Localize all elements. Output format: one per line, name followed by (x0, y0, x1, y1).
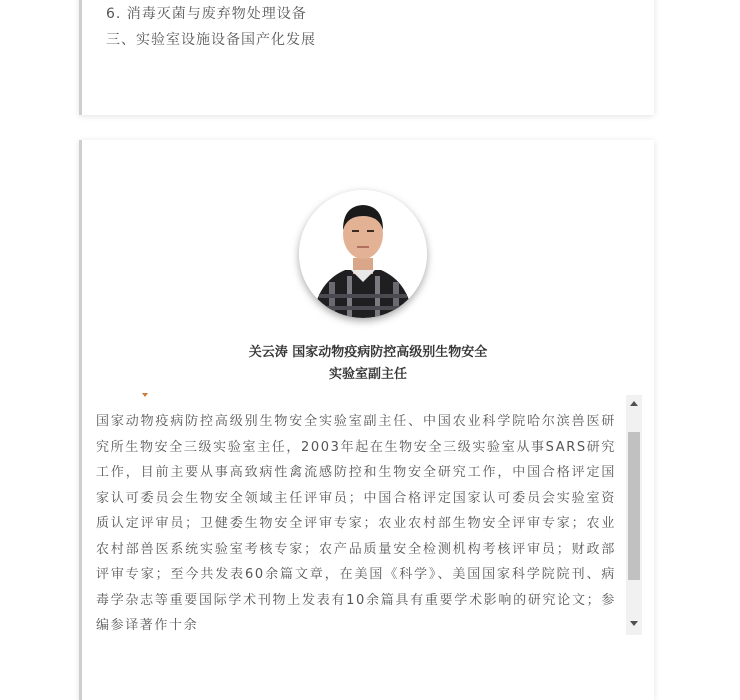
avatar (299, 190, 427, 318)
top-card (79, 0, 654, 115)
profile-name-title: 关云涛 国家动物疫病防控高级别生物安全 (248, 345, 488, 360)
scroll-up-icon[interactable] (630, 401, 638, 406)
list-item: 三、实验室设施设备国产化发展 (106, 32, 316, 48)
profile-card (79, 140, 654, 700)
list-item: 6. 消毒灭菌与废弃物处理设备 (106, 6, 307, 22)
scrollbar[interactable] (626, 395, 642, 635)
scroll-down-icon[interactable] (630, 621, 638, 626)
portrait-image (299, 190, 427, 318)
scroll-thumb[interactable] (628, 432, 640, 580)
bio-text: 国家动物疫病防控高级别生物安全实验室副主任、中国农业科学院哈尔滨兽医研究所生物安全三级实验室主任，2003年起在生物安全三级实验室从事SARS研究工作，目前主要从事高致病性禽流感防控和生物安全研究工作，中国合格评定国家认可委员会生物安全领域主任评审员；中国合格评定国家认可委员会实验室资质认定评审员；卫健委生物安全评审专家；农业农村部生物安全评审专家；农业农村部兽医系统实验室考核专家；农产品质量安全检测机构考核评审员；财政部评审专家；至今共发表60余篇文章，在美国《科学》、美国国家科学院院刊、病毒学杂志等重要国际学术刊物上发表有10余篇具有重要学术影响的研究论文；参编参译著作十余 (96, 414, 616, 633)
profile-name-title-cont: 实验室副主任 (328, 367, 407, 382)
bio-scroll-area[interactable] (96, 395, 642, 635)
